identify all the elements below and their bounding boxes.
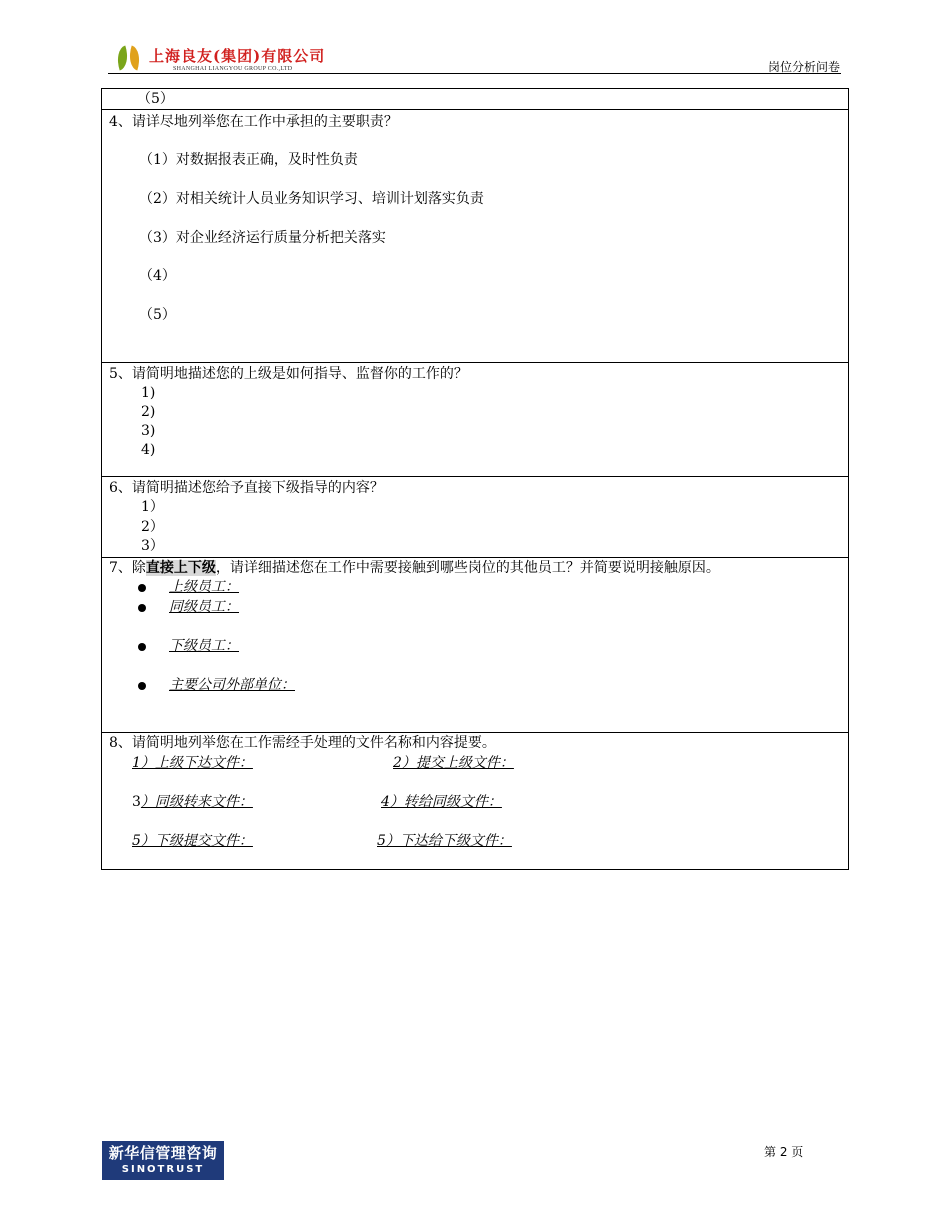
header-divider (108, 73, 841, 74)
page-number: 第 2 页 (764, 1145, 804, 1159)
q4-item-1[interactable]: （1）对数据报表正确，及时性负责 (139, 152, 358, 168)
q7-item-superior[interactable]: 上级员工： (169, 579, 239, 595)
q6-item-1[interactable]: 1） (141, 499, 164, 515)
bullet-icon (138, 604, 146, 612)
q6-cell (102, 476, 848, 557)
q7-item-external[interactable]: 主要公司外部单位： (169, 677, 295, 693)
footer-logo-cn: 新华信管理咨询 (108, 1144, 218, 1162)
q8-file-from-superior[interactable]: 1）上级下达文件： (132, 755, 253, 771)
q8-file-to-superior[interactable]: 2）提交上级文件： (393, 755, 514, 771)
q4-question: 4、请详尽地列举您在工作中承担的主要职责？ (109, 114, 398, 130)
q8-file-to-peer[interactable]: 4）转给同级文件： (381, 794, 502, 810)
sinotrust-logo (102, 1141, 224, 1180)
q8-file-from-peer[interactable] (132, 794, 253, 810)
q5-item-1[interactable]: 1) (141, 385, 156, 401)
bullet-icon (138, 584, 146, 592)
questionnaire-table (101, 88, 849, 870)
document-title: 岗位分析问卷 (767, 60, 840, 74)
q5-item-3[interactable]: 3) (141, 423, 156, 439)
q4-item-5[interactable]: （5） (139, 307, 176, 323)
footer-logo-en: SINOTRUST (121, 1164, 205, 1175)
continuation-cell (102, 89, 848, 109)
company-name-en: SHANGHAI LIANGYOU GROUP CO.,LTD (173, 66, 293, 72)
q7-question-prefix: 7、除 (109, 560, 146, 576)
q5-item-4[interactable]: 4) (141, 442, 156, 458)
q7-question (109, 560, 720, 576)
q6-item-3[interactable]: 3） (141, 538, 164, 554)
q7-cell (102, 557, 848, 732)
q4-item-4[interactable]: （4） (139, 268, 176, 284)
q7-question-highlight: 直接上下级 (145, 560, 216, 576)
q8-file-from-peer-num: 3 (132, 794, 141, 810)
bullet-icon (138, 643, 146, 651)
q8-question: 8、请简明地列举您在工作需经手处理的文件名称和内容提要。 (109, 735, 496, 751)
q4-item-3[interactable]: （3）对企业经济运行质量分析把关落实 (139, 230, 386, 246)
q4-cell (102, 109, 848, 362)
q6-question: 6、请简明描述您给予直接下级指导的内容？ (109, 480, 384, 496)
q8-file-from-peer-label: ）同级转来文件： (140, 794, 253, 810)
company-name-cn: 上海良友(集团)有限公司 (149, 47, 326, 65)
q6-item-2[interactable]: 2） (141, 519, 164, 535)
q7-item-subordinate[interactable]: 下级员工： (169, 638, 239, 654)
q4-item-2[interactable]: （2）对相关统计人员业务知识学习、培训计划落实负责 (139, 191, 484, 207)
q7-question-suffix: ，请详细描述您在工作中需要接触到哪些岗位的其他员工？并简要说明接触原因。 (215, 560, 720, 576)
q5-question: 5、请简明地描述您的上级是如何指导、监督你的工作的？ (109, 366, 468, 382)
q8-file-from-subordinate[interactable]: 5）下级提交文件： (132, 833, 253, 849)
q7-item-peer[interactable]: 同级员工： (169, 599, 239, 615)
q5-cell (102, 362, 848, 476)
bullet-icon (138, 682, 146, 690)
q5-item-2[interactable]: 2) (141, 404, 156, 420)
q8-cell (102, 732, 848, 869)
continuation-item: （5） (137, 91, 174, 107)
q8-file-to-subordinate[interactable]: 5）下达给下级文件： (377, 833, 512, 849)
logo-leaf-orange-icon (125, 46, 144, 71)
